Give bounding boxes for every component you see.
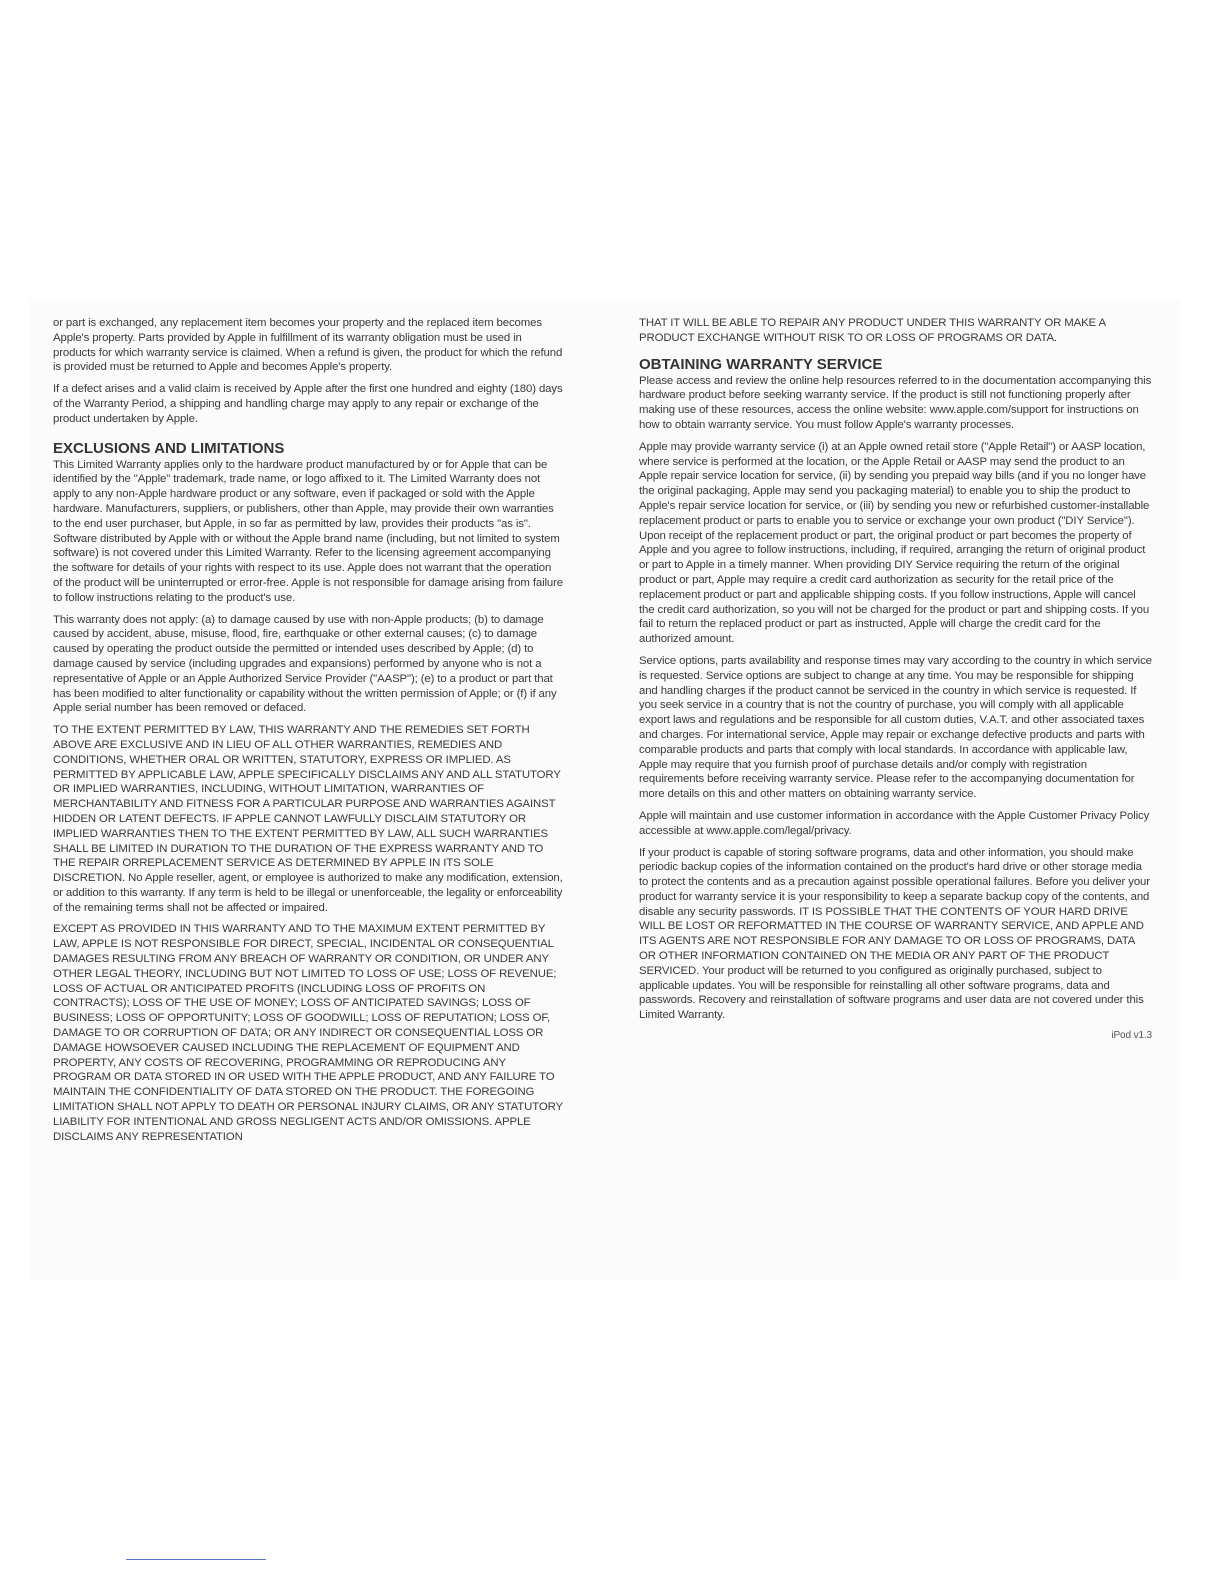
left-column (53, 316, 563, 1151)
footer-rule (126, 1559, 266, 1560)
heading-obtaining-warranty-service: OBTAINING WARRANTY SERVICE (639, 355, 883, 373)
paragraph-privacy-policy: Apple will maintain and use customer information in accordance with the Apple Customer Privacy Policy accessible at www.apple.com/legal/privacy. (639, 809, 1150, 837)
right-column (639, 316, 1152, 1042)
paragraph-warranty-not-apply: This warranty does not apply: (a) to damage caused by use with non-Apple products; (b) to damage caused by accident, abuse, misuse, flood, fire, earthquake or other external causes; (c) to damage caused by operating the product outside the permitted or intended uses described by Apple; (d) to damage caused by service (including upgrades and expansions) performed by anyone who is not a representative of Apple or an Apple Authorized Service Provider ("AASP"); (e) to a product or part that has been modified to alter functionality or capability without the written permission of Apple; or (f) if any Apple serial number has been removed or defaced. (53, 613, 557, 715)
paragraph-repair-representation: THAT IT WILL BE ABLE TO REPAIR ANY PRODUCT UNDER THIS WARRANTY OR MAKE A PRODUCT EXCHANGE WITHOUT RISK TO OR LOSS OF PROGRAMS OR DATA. (639, 317, 1106, 344)
paragraph-backup-data: If your product is capable of storing software programs, data and other information, you should make periodic backup copies of the information contained on the product's hard drive or other storage media to protect the contents and as a precaution against possible operational failures. Before you deliver your product for warranty service it is your responsibility to keep a separate backup copy of the contents, and disable any security passwords. IT IS POSSIBLE THAT THE CONTENTS OF YOUR HARD DRIVE WILL BE LOST OR REFORMATTED IN THE COURSE OF WARRANTY SERVICE, AND APPLE AND ITS AGENTS ARE NOT RESPONSIBLE FOR ANY DAMAGE TO OR LOSS OF PROGRAMS, DATA OR OTHER INFORMATION CONTAINED ON THE MEDIA OR ANY PART OF THE PRODUCT SERVICED. Your product will be returned to you configured as originally purchased, subject to applicable updates. You will be responsible for reinstalling all other software programs, data and passwords. Recovery and reinstallation of software programs and user data are not covered under this Limited Warranty. (639, 846, 1150, 1022)
paragraph-damages-exclusion: EXCEPT AS PROVIDED IN THIS WARRANTY AND TO THE MAXIMUM EXTENT PERMITTED BY LAW, APPLE IS NOT RESPONSIBLE FOR DIRECT, SPECIAL, INCIDENTAL OR CONSEQUENTIAL DAMAGES RESULTING FROM ANY BREACH OF WARRANTY OR CONDITION, OR UNDER ANY OTHER LEGAL THEORY, INCLUDING BUT NOT LIMITED TO LOSS OF USE; LOSS OF REVENUE; LOSS OF ACTUAL OR ANTICIPATED PROFITS (INCLUDING LOSS OF PROFITS ON CONTRACTS); LOSS OF THE USE OF MONEY; LOSS OF ANTICIPATED SAVINGS; LOSS OF BUSINESS; LOSS OF OPPORTUNITY; LOSS OF GOODWILL; LOSS OF REPUTATION; LOSS OF, DAMAGE TO OR CORRUPTION OF DATA; OR ANY INDIRECT OR CONSEQUENTIAL LOSS OR DAMAGE HOWSOEVER CAUSED INCLUDING THE REPLACEMENT OF EQUIPMENT AND PROPERTY, ANY COSTS OF RECOVERING, PROGRAMMING OR REPRODUCING ANY PROGRAM OR DATA STORED IN OR USED WITH THE APPLE PRODUCT, AND ANY FAILURE TO MAINTAIN THE CONFIDENTIALITY OF DATA STORED ON THE PRODUCT. THE FOREGOING LIMITATION SHALL NOT APPLY TO DEATH OR PERSONAL INJURY CLAIMS, OR ANY STATUTORY LIABILITY FOR INTENTIONAL AND GROSS NEGLIGENT ACTS AND/OR OMISSIONS. APPLE DISCLAIMS ANY REPRESENTATION (53, 923, 563, 1143)
paragraph-online-help: Please access and review the online help resources referred to in the documentation accompanying this hardware product before seeking warranty service. If the product is still not functioning properly after making use of these resources, access the online website: www.apple.com/support for instructions on how to obtain warranty service. You must follow Apple's warranty processes. (639, 374, 1152, 431)
version-label: iPod v1.3 (1111, 1030, 1152, 1042)
paragraph-service-methods: Apple may provide warranty service (i) at an Apple owned retail store ("Apple Retail") or AASP location, where service is performed at the location, or the Apple Retail or AASP may send the product to an Apple repair service location for service, (ii) by sending you prepaid way bills (and if you no longer have the original packaging, Apple may send you packaging material) to enable you to ship the product to Apple's repair service location for service, or (iii) by sending you new or refurbished customer-installable replacement product or parts to enable you to service or exchange your own product ("DIY Service"). Upon receipt of the replacement product or part, the original product or part becomes the property of Apple and you agree to follow instructions, including, if required, arranging the return of original product or part to Apple in a timely manner. When providing DIY Service requiring the return of the original product or part, Apple may require a credit card authorization as security for the retail price of the replacement product or part and applicable shipping costs. If you follow instructions, Apple will cancel the credit card authorization, so you will not be charged for the product or part and shipping costs. If you fail to return the replaced product or part as instructed, Apple will charge the credit card for the authorized amount. (639, 440, 1150, 646)
paragraph-replacement-property: or part is exchanged, any replacement item becomes your property and the replaced item becomes Apple's property. Parts provided by Apple in fulfillment of its warranty obligation must be used in products for which warranty service is claimed. When a refund is given, the product for which the refund is provided must be returned to Apple and becomes Apple's property. (53, 317, 563, 374)
paragraph-service-options: Service options, parts availability and response times may vary according to the country in which service is requested. Service options are subject to change at any time. You may be responsible for shipping and handling charges if the product cannot be serviced in the country in which service is requested. If you seek service in a country that is not the country of purchase, you will comply with all applicable export laws and regulations and be responsible for all custom duties, V.A.T. and other associated taxes and charges. For international service, Apple may repair or exchange defective products and parts with comparable products and parts that comply with local standards. In accordance with applicable law, Apple may require that you furnish proof of purchase details and/or comply with registration requirements before receiving warranty service. Please refer to the accompanying documentation for more details on this and other matters on obtaining warranty service. (639, 654, 1152, 801)
heading-exclusions-limitations: EXCLUSIONS AND LIMITATIONS (53, 439, 285, 457)
paragraph-extent-permitted: TO THE EXTENT PERMITTED BY LAW, THIS WARRANTY AND THE REMEDIES SET FORTH ABOVE ARE EXCLUSIVE AND IN LIEU OF ALL OTHER WARRANTIES, REMEDIES AND CONDITIONS, WHETHER ORAL OR WRITTEN, STATUTORY, EXPRESS OR IMPLIED. AS PERMITTED BY APPLICABLE LAW, APPLE SPECIFICALLY DISCLAIMS ANY AND ALL STATUTORY OR IMPLIED WARRANTIES, INCLUDING, WITHOUT LIMITATION, WARRANTIES OF MERCHANTABILITY AND FITNESS FOR A PARTICULAR PURPOSE AND WARRANTIES AGAINST HIDDEN OR LATENT DEFECTS. IF APPLE CANNOT LAWFULLY DISCLAIM STATUTORY OR IMPLIED WARRANTIES THEN TO THE EXTENT PERMITTED BY LAW, ALL SUCH WARRANTIES SHALL BE LIMITED IN DURATION TO THE DURATION OF THE EXPRESS WARRANTY AND TO THE REPAIR ORREPLACEMENT SERVICE AS DETERMINED BY APPLE IN ITS SOLE DISCRETION. No Apple reseller, agent, or employee is authorized to make any modification, extension, or addition to this warranty. If any term is held to be illegal or unenforceable, the legality or enforceability of the remaining terms shall not be affected or impaired. (53, 724, 563, 914)
paragraph-limited-warranty-scope: This Limited Warranty applies only to the hardware product manufactured by or for Apple that can be identified by the "Apple" trademark, trade name, or logo affixed to it. The Limited Warranty does not apply to any non-Apple hardware product or any software, even if packaged or sold with the Apple hardware. Manufacturers, suppliers, or publishers, other than Apple, may provide their own warranties to the end user purchaser, but Apple, in so far as permitted by law, provides their products "as is". Software distributed by Apple with or without the Apple brand name (including, but not limited to system software) is not covered under this Limited Warranty. Refer to the licensing agreement accompanying the software for details of your rights with respect to its use. Apple does not warrant that the operation of the product will be uninterrupted or error-free. Apple is not responsible for damage arising from failure to follow instructions relating to the product's use. (53, 458, 564, 604)
paragraph-shipping-charge: If a defect arises and a valid claim is received by Apple after the first one hundred and eighty (180) days of the Warranty Period, a shipping and handling charge may apply to any repair or exchange of the product undertaken by Apple. (53, 383, 563, 425)
